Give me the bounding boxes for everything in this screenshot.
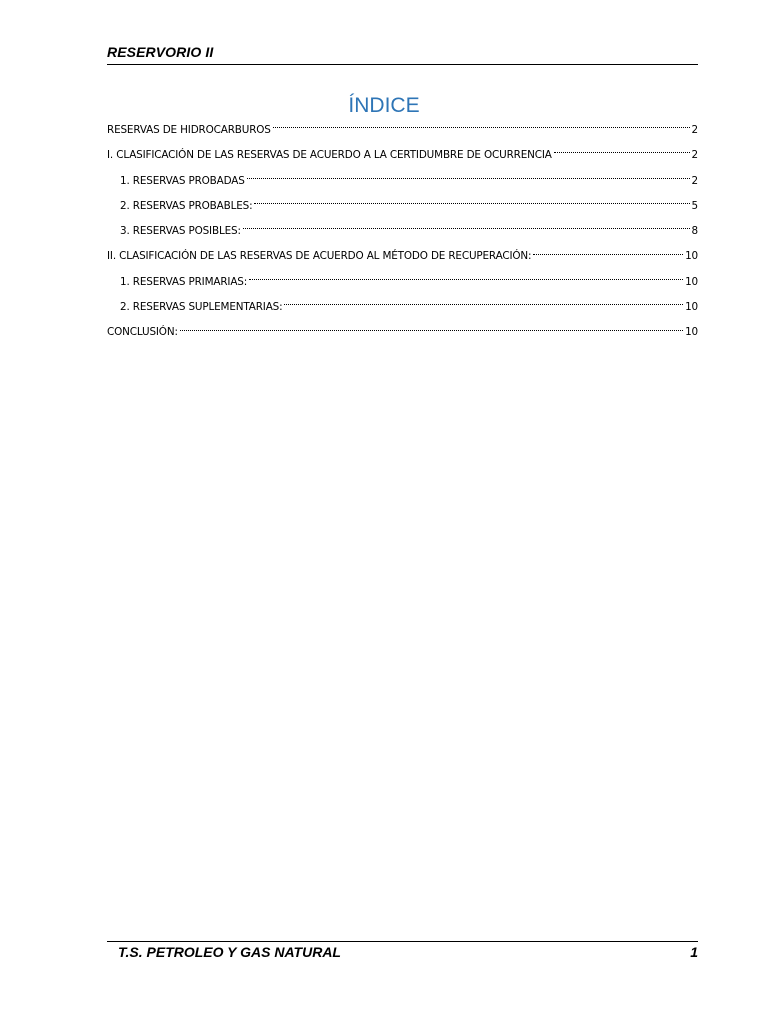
- toc-entry-label: 3. RESERVAS POSIBLES:: [120, 225, 241, 238]
- page-number: 1: [690, 944, 698, 960]
- toc-entry-reservas-hidrocarburos[interactable]: [107, 118, 698, 143]
- toc-title: ÍNDICE: [348, 94, 420, 117]
- toc-entry-clasificacion-recuperacion[interactable]: [107, 244, 698, 269]
- toc-entry-clasificacion-certidumbre[interactable]: [107, 143, 698, 168]
- toc-entry-reservas-posibles[interactable]: [107, 219, 698, 244]
- header-title: RESERVORIO II: [107, 44, 214, 60]
- toc-dot-leader: [284, 304, 683, 305]
- toc-entry-reservas-primarias[interactable]: [107, 270, 698, 295]
- toc-entry-reservas-probables[interactable]: [107, 194, 698, 219]
- toc-entry-reservas-probadas[interactable]: [107, 169, 698, 194]
- toc-entry-page: 10: [685, 301, 698, 314]
- toc-dot-leader: [273, 127, 690, 128]
- footer-title: T.S. PETROLEO Y GAS NATURAL: [118, 944, 341, 960]
- toc-dot-leader: [247, 178, 690, 179]
- toc-dot-leader: [243, 228, 690, 229]
- toc-dot-leader: [254, 203, 689, 204]
- toc-entry-page: 2: [691, 149, 698, 162]
- toc-entry-reservas-suplementarias[interactable]: [107, 295, 698, 320]
- toc-entry-label: CONCLUSIÓN:: [107, 326, 178, 339]
- page-header: [107, 44, 698, 65]
- toc-entry-label: 1. RESERVAS PROBADAS: [120, 174, 245, 187]
- toc-entry-page: 2: [691, 174, 698, 187]
- toc-entry-label: 2. RESERVAS SUPLEMENTARIAS:: [120, 301, 283, 314]
- toc-dot-leader: [180, 330, 683, 331]
- toc-dot-leader: [533, 254, 683, 255]
- toc-dot-leader: [249, 279, 683, 280]
- page-footer: [107, 941, 698, 964]
- table-of-contents: [107, 118, 698, 346]
- toc-entry-label: RESERVAS DE HIDROCARBUROS: [107, 124, 271, 136]
- toc-entry-page: 10: [685, 275, 698, 288]
- toc-entry-label: 1. RESERVAS PRIMARIAS:: [120, 275, 248, 288]
- toc-entry-label: I. CLASIFICACIÓN DE LAS RESERVAS DE ACUERDO A LA CERTIDUMBRE DE OCURRENCIA: [107, 149, 552, 162]
- toc-entry-label: II. CLASIFICACIÓN DE LAS RESERVAS DE ACUERDO AL MÉTODO DE RECUPERACIÓN:: [107, 250, 532, 263]
- toc-entry-page: 8: [691, 225, 698, 238]
- toc-entry-label: 2. RESERVAS PROBABLES:: [120, 199, 253, 212]
- toc-dot-leader: [554, 152, 690, 153]
- toc-entry-conclusion[interactable]: [107, 320, 698, 345]
- toc-entry-page: 2: [691, 124, 698, 136]
- toc-entry-page: 10: [685, 326, 698, 339]
- toc-entry-page: 5: [691, 199, 698, 212]
- toc-entry-page: 10: [685, 250, 698, 263]
